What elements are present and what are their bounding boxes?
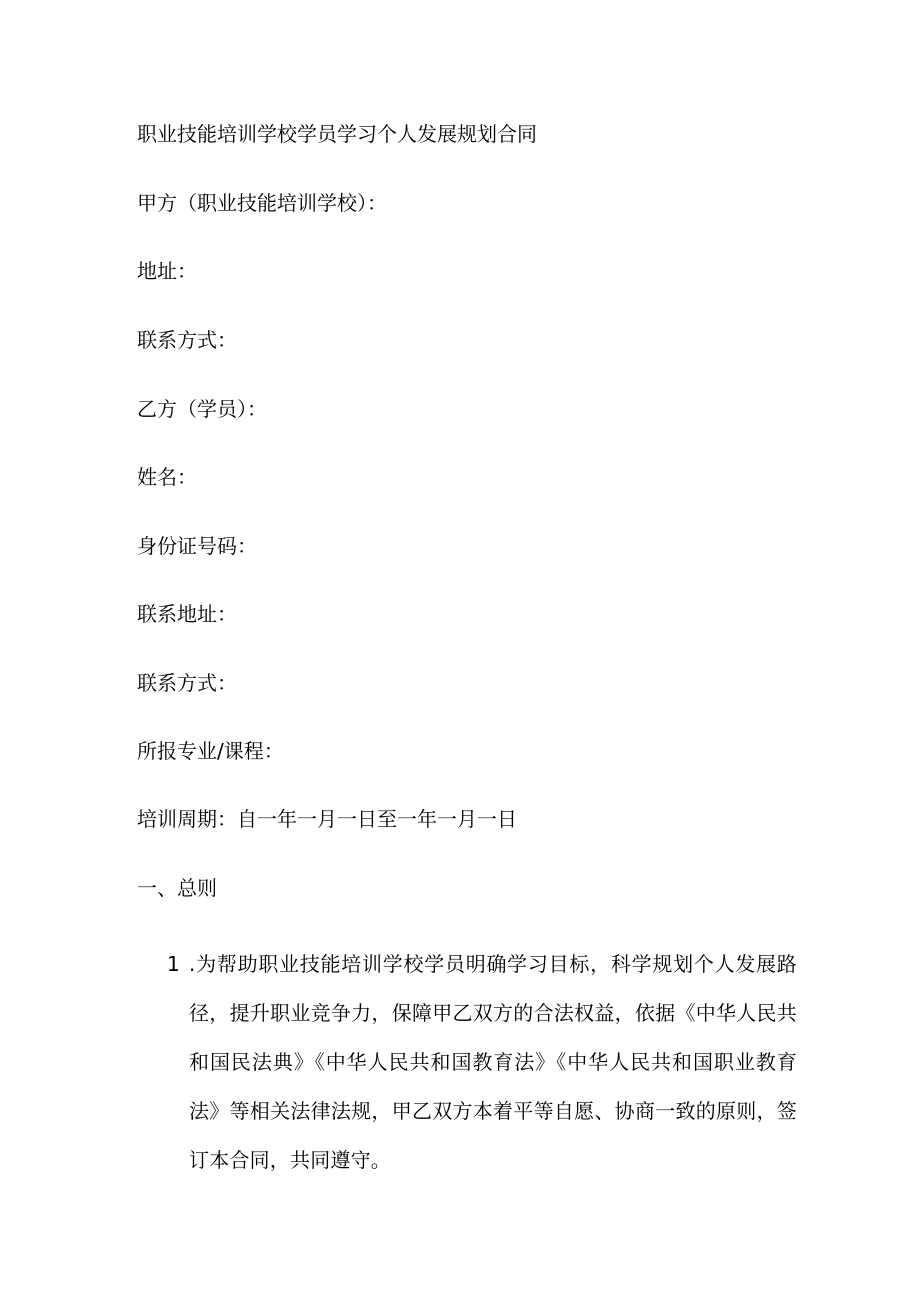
- party-a-heading: 甲方（职业技能培训学校）：: [137, 191, 387, 215]
- party-a-contact-label: 联系方式：: [137, 328, 237, 352]
- clause-1: [137, 940, 797, 1185]
- training-period: 培训周期：自一年一月一日至一年一月一日: [137, 807, 517, 831]
- party-b-id-label: 身份证号码：: [137, 534, 257, 558]
- party-b-name-label: 姓名：: [137, 465, 197, 489]
- party-b-heading: 乙方（学员）：: [137, 397, 267, 421]
- clause-text: .为帮助职业技能培训学校学员明确学习目标，科学规划个人发展路径，提升职业竞争力，保障甲乙双方的合法权益，依据《中华人民共和国民法典》《中华人民共和国教育法》《中华人民共和国职业教育法》等相关法律法规，甲乙双方本着平等自愿、协商一致的原则，签订本合同，共同遵守。: [189, 952, 797, 1172]
- party-b-contact-label: 联系方式：: [137, 671, 237, 695]
- document-title: 职业技能培训学校学员学习个人发展规划合同: [137, 122, 537, 146]
- party-b-address-label: 联系地址：: [137, 602, 237, 626]
- party-a-address-label: 地址：: [137, 259, 197, 283]
- clause-number: 1: [167, 952, 180, 976]
- party-b-program-label: 所报专业/课程：: [137, 739, 284, 763]
- section-heading-general: 一、总则: [137, 876, 217, 900]
